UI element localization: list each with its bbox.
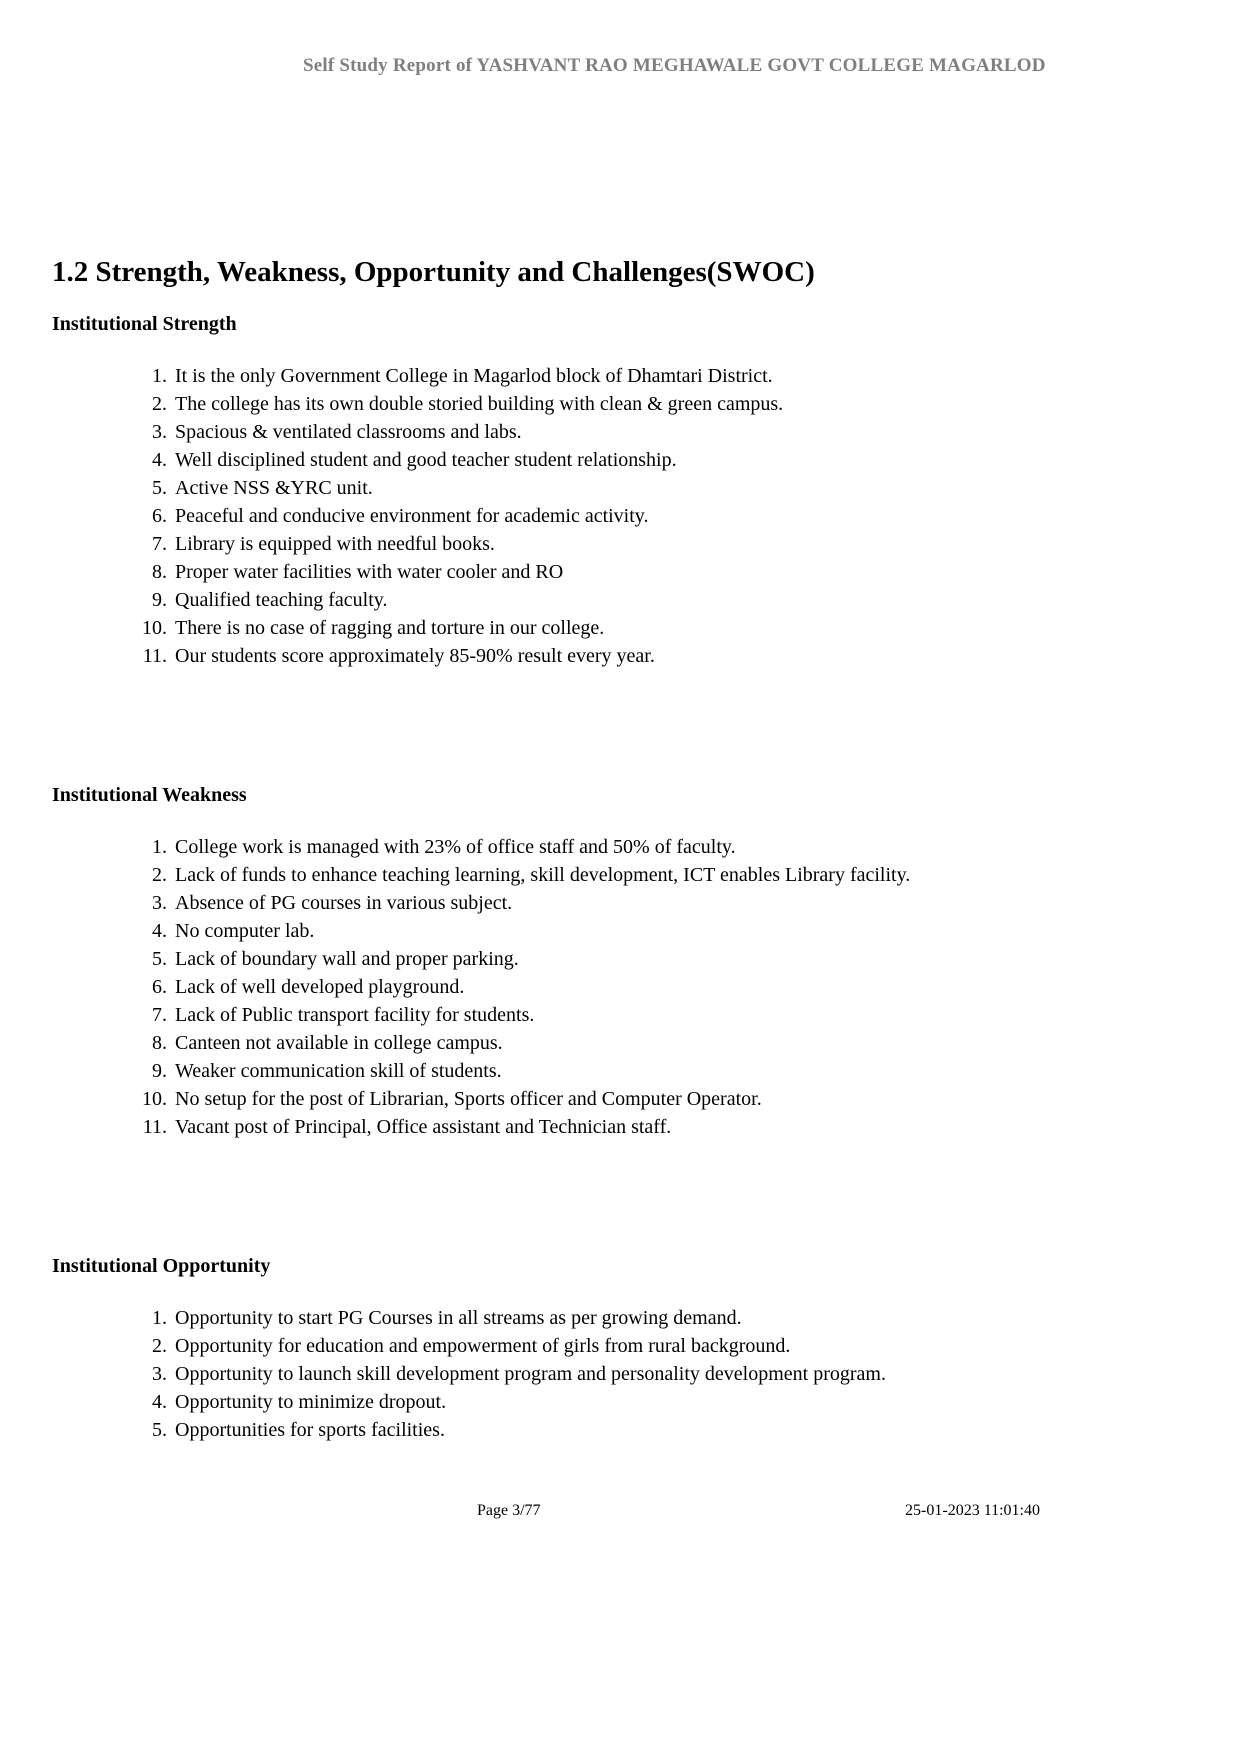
list-item: 3. Absence of PG courses in various subject. <box>172 889 1181 917</box>
section-institutional-strength <box>52 313 1181 670</box>
list-item: 7. Library is equipped with needful books. <box>172 530 1181 558</box>
list-item: 5. Opportunities for sports facilities. <box>172 1416 1181 1444</box>
list-item: 10. No setup for the post of Librarian, Sports officer and Computer Operator. <box>172 1085 1181 1113</box>
list-item: 6. Peaceful and conducive environment for academic activity. <box>172 502 1181 530</box>
opportunity-list <box>52 1304 1181 1444</box>
footer-page-number: Page 3/77 <box>477 1502 541 1519</box>
list-item: 9. Qualified teaching faculty. <box>172 586 1181 614</box>
list-item: 1. Opportunity to start PG Courses in all streams as per growing demand. <box>172 1304 1181 1332</box>
list-item: 3. Spacious & ventilated classrooms and labs. <box>172 418 1181 446</box>
list-item: 11. Vacant post of Principal, Office assistant and Technician staff. <box>172 1113 1181 1141</box>
section-heading-opportunity: Institutional Opportunity <box>52 1255 271 1278</box>
list-item: 11. Our students score approximately 85-90% result every year. <box>172 642 1181 670</box>
weakness-list <box>52 833 1181 1141</box>
list-item: 10. There is no case of ragging and torture in our college. <box>172 614 1181 642</box>
list-item: 4. No computer lab. <box>172 917 1181 945</box>
list-item: 2. Lack of funds to enhance teaching learning, skill development, ICT enables Library facility. <box>172 861 1181 889</box>
section-institutional-weakness <box>52 784 1181 1141</box>
list-item: 3. Opportunity to launch skill development program and personality development program. <box>172 1360 1181 1388</box>
list-item: 1. College work is managed with 23% of office staff and 50% of faculty. <box>172 833 1181 861</box>
running-header: Self Study Report of YASHVANT RAO MEGHAWALE GOVT COLLEGE MAGARLOD <box>303 55 1046 76</box>
list-item: 5. Active NSS &YRC unit. <box>172 474 1181 502</box>
list-item: 7. Lack of Public transport facility for students. <box>172 1001 1181 1029</box>
strength-list <box>52 362 1181 670</box>
footer-timestamp: 25-01-2023 11:01:40 <box>905 1502 1040 1519</box>
list-item: 2. The college has its own double storied building with clean & green campus. <box>172 390 1181 418</box>
list-item: 1. It is the only Government College in Magarlod block of Dhamtari District. <box>172 362 1181 390</box>
list-item: 4. Well disciplined student and good teacher student relationship. <box>172 446 1181 474</box>
list-item: 6. Lack of well developed playground. <box>172 973 1181 1001</box>
list-item: 9. Weaker communication skill of students. <box>172 1057 1181 1085</box>
list-item: 8. Proper water facilities with water cooler and RO <box>172 558 1181 586</box>
section-heading-weakness: Institutional Weakness <box>52 784 247 807</box>
list-item: 2. Opportunity for education and empowerment of girls from rural background. <box>172 1332 1181 1360</box>
page-title: 1.2 Strength, Weakness, Opportunity and Challenges(SWOC) <box>52 256 815 288</box>
section-institutional-opportunity <box>52 1255 1181 1444</box>
list-item: 5. Lack of boundary wall and proper parking. <box>172 945 1181 973</box>
list-item: 4. Opportunity to minimize dropout. <box>172 1388 1181 1416</box>
section-heading-strength: Institutional Strength <box>52 313 237 336</box>
page-content <box>52 254 1181 1444</box>
list-item: 8. Canteen not available in college campus. <box>172 1029 1181 1057</box>
